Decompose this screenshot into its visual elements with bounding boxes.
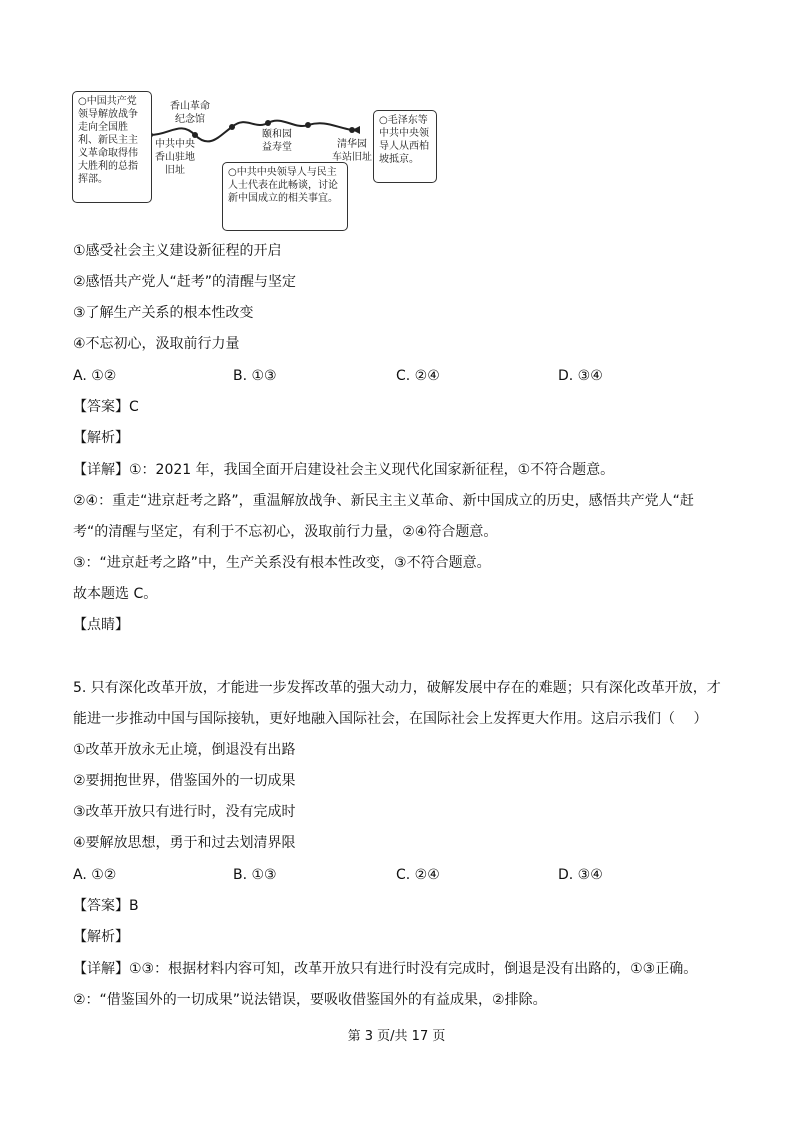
q5-stem-1: 5. 只有深化改革开放，才能进一步发挥改革的强大动力，破解发展中存在的难题；只有深化改革开放，才 xyxy=(73,680,721,696)
q5-option-d: D. ③④ xyxy=(558,867,603,883)
q4-detail-1: 【详解】①：2021 年，我国全面开启建设社会主义现代化国家新征程，①不符合题意。 xyxy=(73,462,615,478)
q5-answer: 【答案】B xyxy=(73,898,139,914)
q5-option-a: A. ①② xyxy=(73,867,117,883)
q5-item-3: ③改革开放只有进行时，没有完成时 xyxy=(73,804,296,820)
label-qinghua: 清华园 车站旧址 xyxy=(332,139,372,163)
q4-option-c: C. ②④ xyxy=(396,368,440,384)
q5-analysis-heading: 【解析】 xyxy=(73,929,129,945)
q4-detail-3: ③：“进京赶考之路”中，生产关系没有根本性改变，③不符合题意。 xyxy=(73,555,491,571)
label-xiangshan: 香山革命 纪念馆 xyxy=(170,101,210,125)
label-zhonggong: 中共中央 香山驻地 旧址 xyxy=(155,139,195,176)
route-node xyxy=(265,120,271,126)
q4-answer: 【答案】C xyxy=(73,399,139,415)
q5-detail-1: 【详解】①③：根据材料内容可知，改革开放只有进行时没有完成时，倒退是没有出路的，①③正确。 xyxy=(73,961,698,977)
q4-item-3: ③了解生产关系的根本性改变 xyxy=(73,305,254,321)
q5-item-4: ④要解放思想，勇于和过去划清界限 xyxy=(73,835,296,851)
q5-item-2: ②要拥抱世界，借鉴国外的一切成果 xyxy=(73,773,296,789)
q4-option-a: A. ①② xyxy=(73,368,117,384)
q4-item-2: ②感悟共产党人“赶考”的清醒与坚定 xyxy=(73,274,297,290)
page-footer: 第 3 页/共 17 页 xyxy=(347,1029,446,1044)
q4-detail-2b: 考“的清醒与坚定，有利于不忘初心，汲取前行力量，②④符合题意。 xyxy=(73,524,498,540)
q4-option-b: B. ①③ xyxy=(233,368,277,384)
callout-right: ○毛泽东等中共中央领导人从西柏坡抵京。 xyxy=(373,110,437,183)
label-yiheyuan: 颐和园 益寿堂 xyxy=(262,129,292,153)
route-node xyxy=(229,124,235,130)
q4-comment-heading: 【点睛】 xyxy=(73,617,129,633)
q5-option-c: C. ②④ xyxy=(396,867,440,883)
callout-middle: ○中共中央领导人与民主人士代表在此畅谈，讨论新中国成立的相关事宜。 xyxy=(222,162,348,231)
q4-detail-2a: ②④：重走“进京赶考之路”，重温解放战争、新民主主义革命、新中国成立的历史，感悟共产党人“赶 xyxy=(73,493,694,509)
q4-item-1: ①感受社会主义建设新征程的开启 xyxy=(73,243,282,259)
q5-stem-2: 能进一步推动中国与国际接轨，更好地融入国际社会，在国际社会上发挥更大作用。这启示我们（ ） xyxy=(73,711,708,727)
q4-option-d: D. ③④ xyxy=(558,368,603,384)
q5-detail-2: ②：“借鉴国外的一切成果”说法错误，要吸收借鉴国外的有益成果，②排除。 xyxy=(73,992,547,1008)
arrow-icon xyxy=(352,126,360,134)
route-node xyxy=(305,122,311,128)
q4-analysis-heading: 【解析】 xyxy=(73,430,129,446)
q5-option-b: B. ①③ xyxy=(233,867,277,883)
q5-item-1: ①改革开放永无止境，倒退没有出路 xyxy=(73,742,296,758)
q4-item-4: ④不忘初心，汲取前行力量 xyxy=(73,336,240,352)
q4-conclusion: 故本题选 C。 xyxy=(73,586,158,602)
callout-left: ○中国共产党领导解放战争走向全国胜利、新民主主义革命取得伟大胜利的总指挥部。 xyxy=(72,91,152,203)
